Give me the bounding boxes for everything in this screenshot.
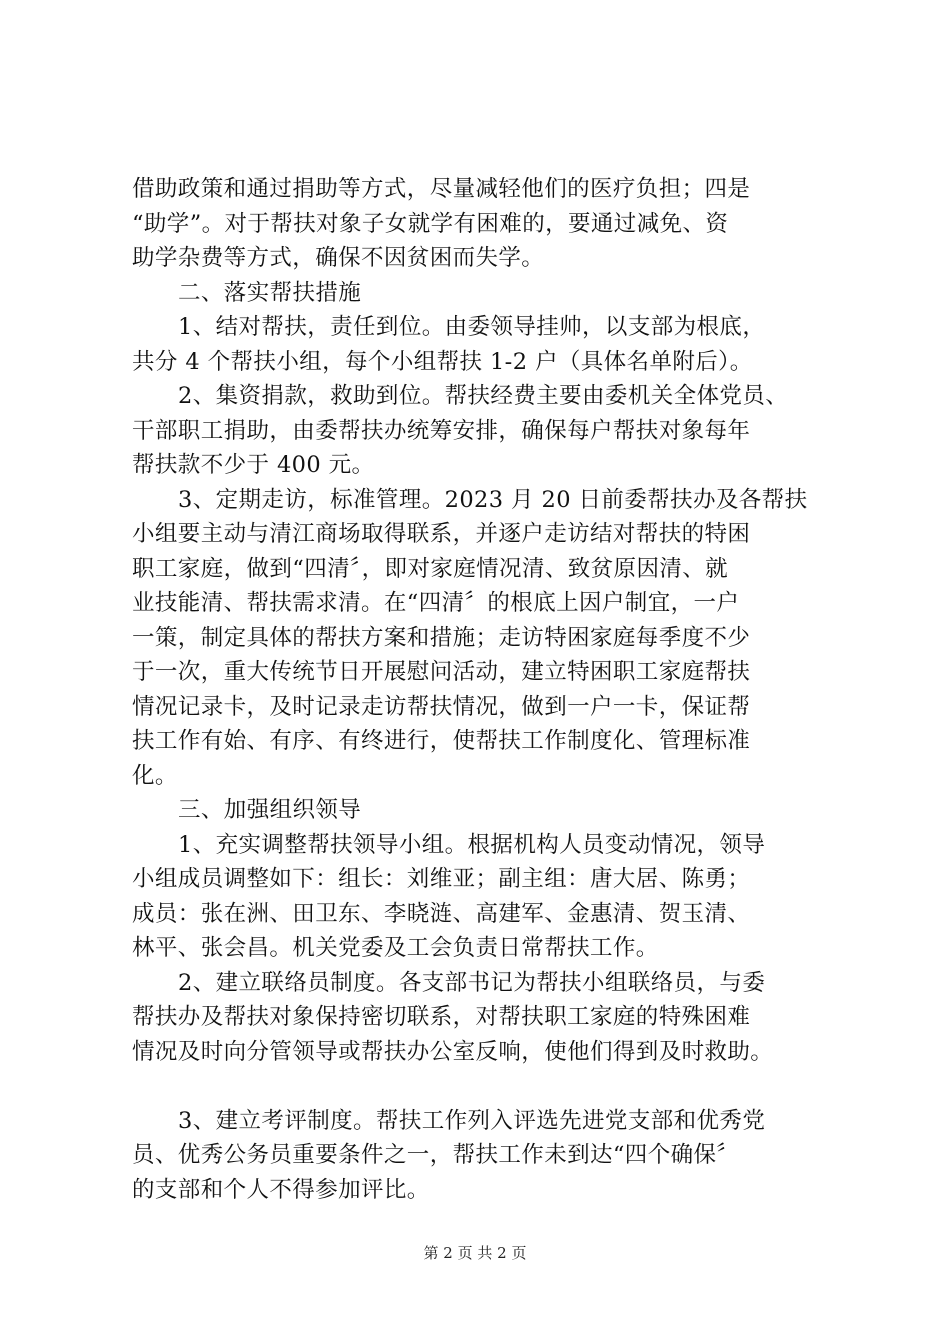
text-line: 2、建立联络员制度。各支部书记为帮扶小组联络员，与委	[178, 969, 766, 996]
text-line: 1、充实调整帮扶领导小组。根据机构人员变动情况，领导	[178, 831, 766, 858]
blank-line	[132, 1069, 854, 1104]
text-line: 的支部和个人不得参加评比。	[132, 1176, 430, 1203]
text-line: “助学”。对于帮扶对象子女就学有困难的，要通过减免、资	[132, 210, 729, 237]
text-line: 小组成员调整如下：组长：刘维亚；副主组：唐大居、陈勇；	[132, 866, 751, 892]
text-line: 借助政策和通过捐助等方式，尽量减轻他们的医疗负担；四是	[132, 176, 751, 202]
document-body	[132, 172, 854, 1207]
text-line: 业技能清、帮扶需求清。在“四清〞的根底上因户制宜，一户	[132, 590, 740, 616]
text-line: 于一次，重大传统节日开展慰问活动，建立特困职工家庭帮扶	[132, 659, 751, 685]
text-line: 助学杂费等方式，确保不因贫困而失学。	[132, 245, 545, 271]
text-line: 共分 4 个帮扶小组，每个小组帮扶 1-2 户（具体名单附后）。	[132, 348, 753, 375]
text-line: 职工家庭，做到“四清〞，即对家庭情况清、致贫原因清、就	[132, 555, 729, 582]
text-line: 扶工作有始、有序、有终进行，使帮扶工作制度化、管理标准	[132, 728, 751, 754]
text-line: 1、结对帮扶，责任到位。由委领导挂帅，以支部为根底，	[178, 314, 766, 340]
text-line: 帮扶款不少于 400 元。	[132, 452, 375, 478]
text-line: 情况记录卡，及时记录走访帮扶情况，做到一户一卡，保证帮	[132, 693, 751, 720]
text-line: 林平、张会昌。机关党委及工会负责日常帮扶工作。	[132, 935, 659, 961]
page-footer: 第 2 页 共 2 页	[423, 1244, 527, 1262]
text-line: 员、优秀公务员重要条件之一，帮扶工作未到达“四个确保〞	[132, 1142, 740, 1168]
text-line: 3、建立考评制度。帮扶工作列入评选先进党支部和优秀党	[178, 1107, 766, 1134]
text-line: 化。	[132, 762, 178, 789]
text-line: 一策，制定具体的帮扶方案和措施；走访特困家庭每季度不少	[132, 624, 751, 651]
text-line: 小组要主动与清江商场取得联系，并逐户走访结对帮扶的特困	[132, 521, 751, 547]
text-line: 帮扶办及帮扶对象保持密切联系，对帮扶职工家庭的特殊困难	[132, 1004, 751, 1030]
text-line: 2、集资捐款，救助到位。帮扶经费主要由委机关全体党员、	[178, 383, 789, 409]
text-line: 三、加强组织领导	[178, 797, 362, 823]
text-line: 干部职工捐助，由委帮扶办统筹安排，确保每户帮扶对象每年	[132, 417, 751, 444]
text-line: 情况及时向分管领导或帮扶办公室反响，使他们得到及时救助。	[132, 1038, 774, 1065]
text-line: 3、定期走访，标准管理。2023 月 20 日前委帮扶办及各帮扶	[178, 486, 808, 513]
text-line: 成员：张在洲、田卫东、李晓涟、高建军、金惠清、贺玉清、	[132, 900, 751, 927]
text-line: 二、落实帮扶措施	[178, 279, 362, 306]
